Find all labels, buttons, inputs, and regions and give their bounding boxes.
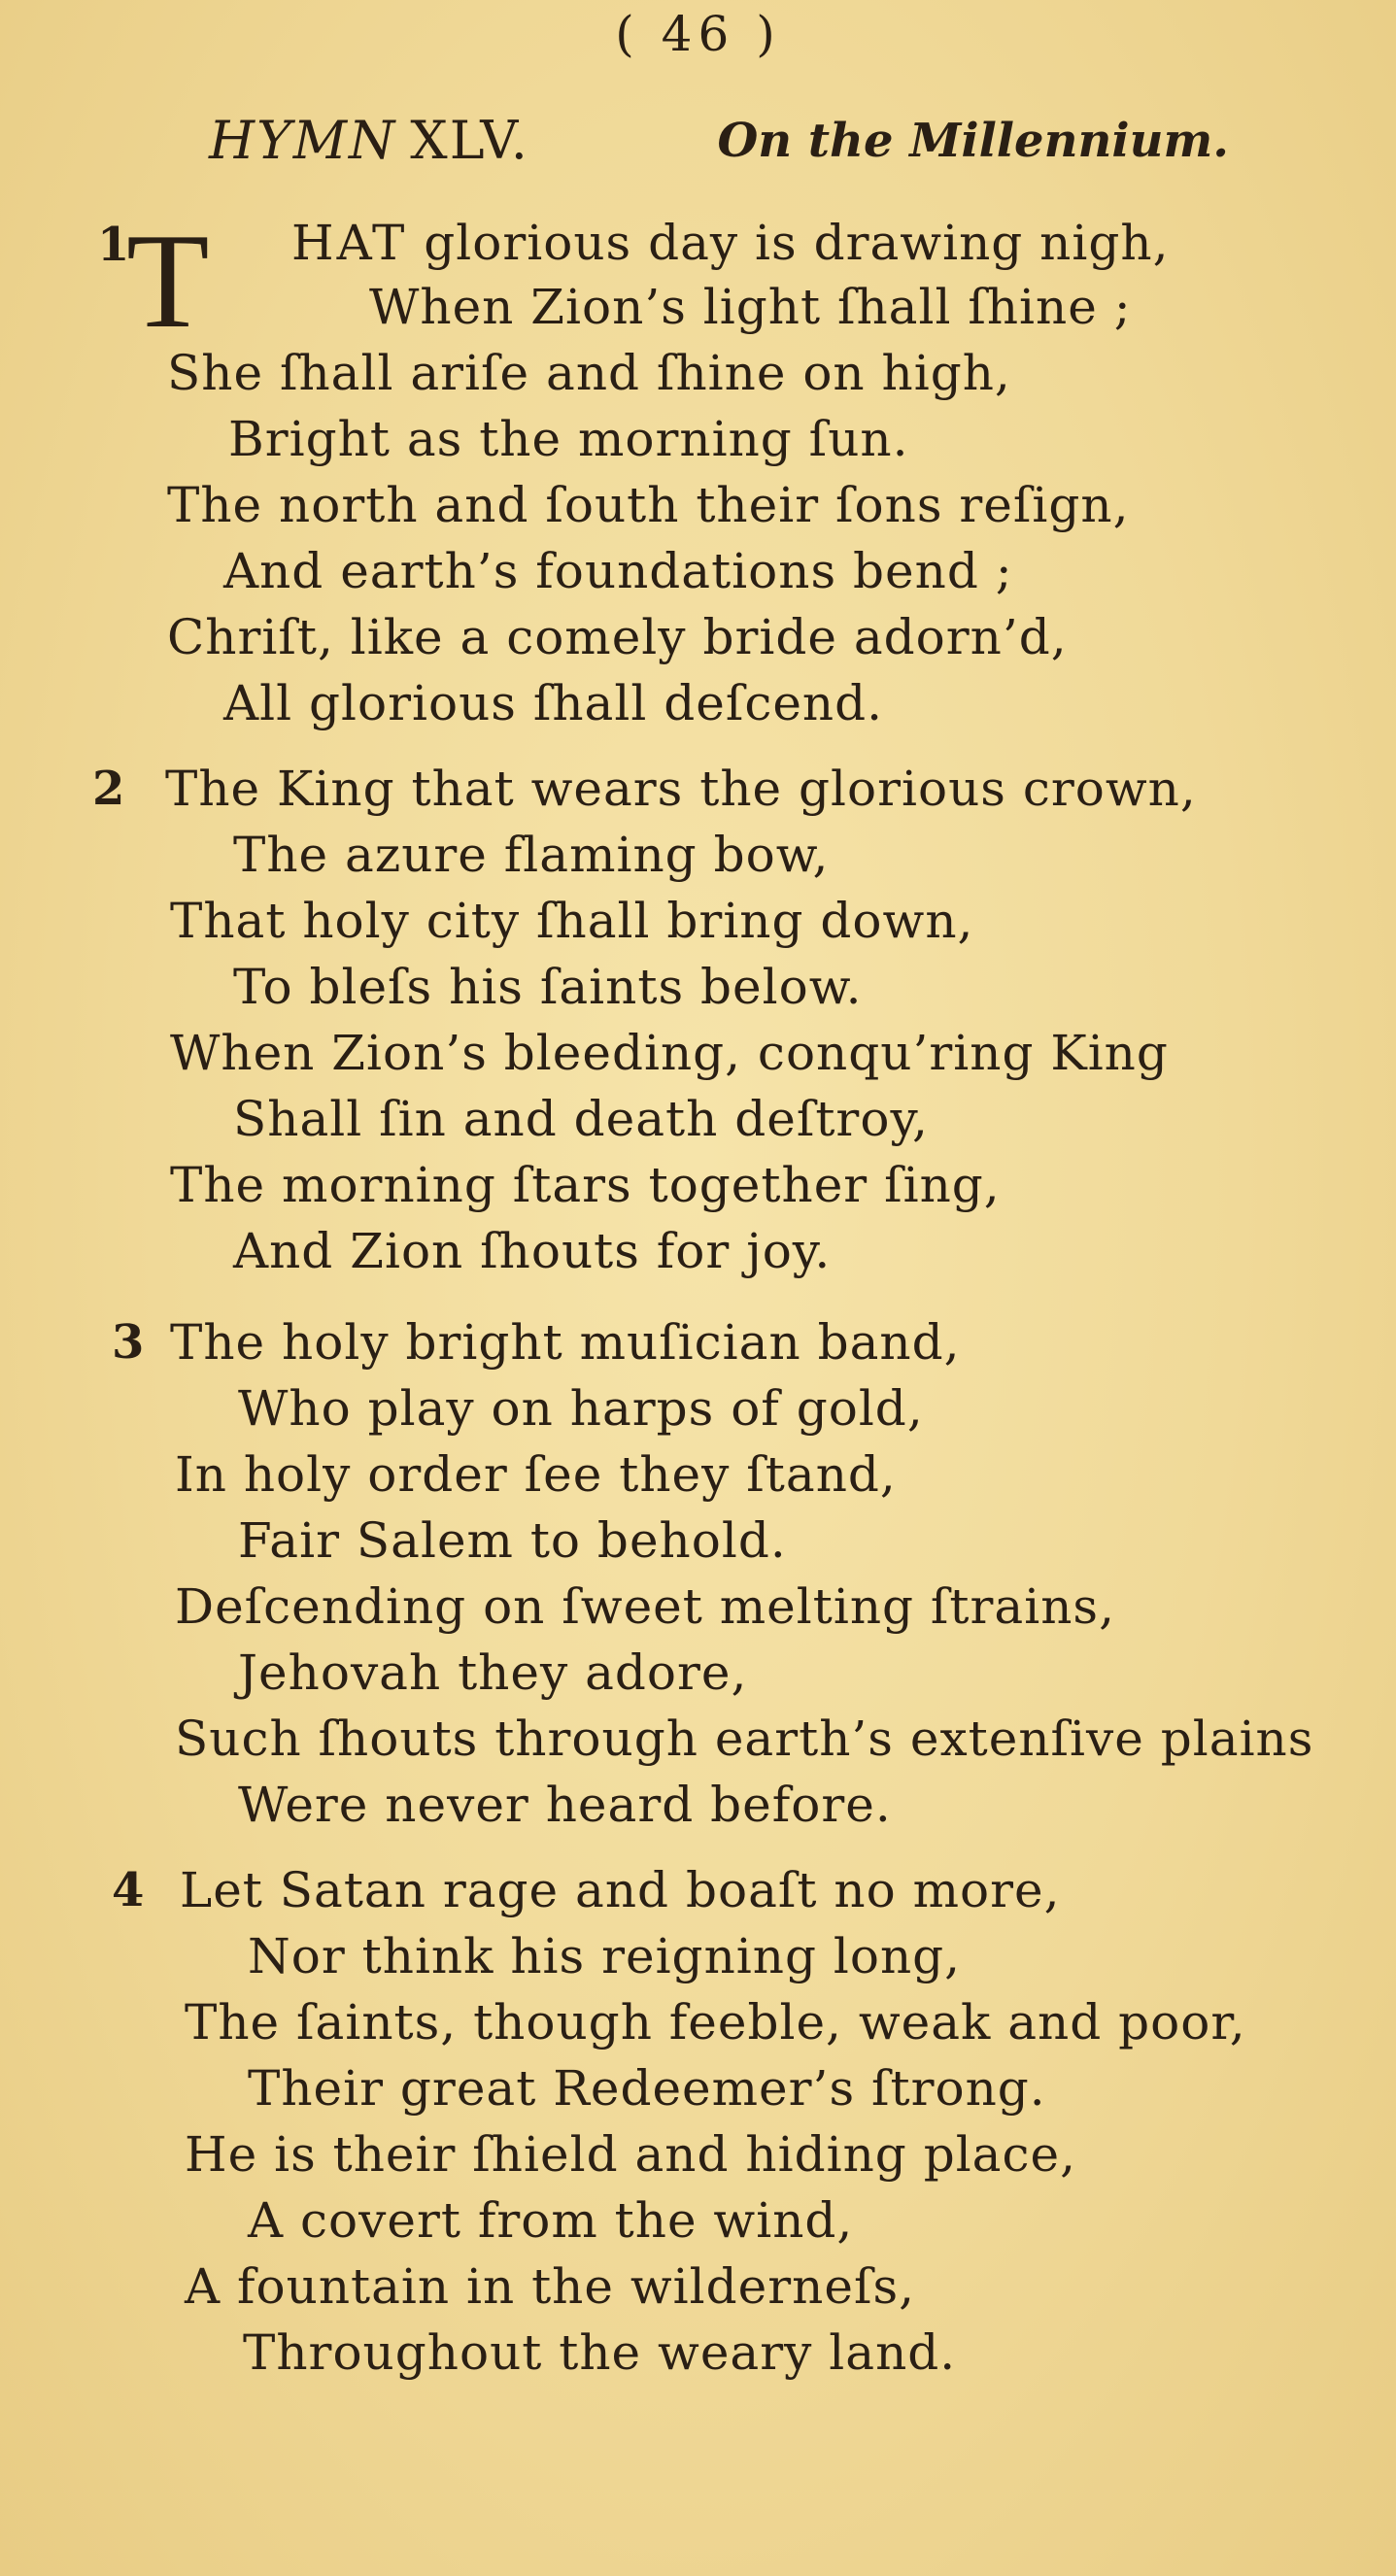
first-line-rest: glorious day is drawing nigh,	[407, 215, 1170, 271]
stanza-number: 1	[97, 218, 130, 272]
poem-line: To bleſs his ſaints below.	[233, 959, 863, 1015]
poem-line: Were never heard before.	[238, 1777, 892, 1833]
poem-line: When Zion’s light ſhall ſhine ;	[369, 279, 1132, 335]
poem-line: Chriſt, like a comely bride adorn’d,	[167, 609, 1068, 665]
poem-line: The north and ſouth their ſons reſign,	[167, 477, 1130, 533]
poem-line: In holy order ſee they ſtand,	[175, 1446, 897, 1503]
drop-cap: T	[126, 206, 210, 356]
poem-line: And Zion ſhouts for joy.	[233, 1223, 832, 1279]
poem-line: A fountain in the wilderneſs,	[185, 2258, 915, 2315]
poem-line: That holy city ſhall bring down,	[170, 893, 974, 949]
poem-line: Nor think his reigning long,	[248, 1928, 962, 1984]
poem-line: A covert from the wind,	[248, 2192, 854, 2249]
poem-line: The morning ſtars together ſing,	[170, 1157, 1001, 1213]
first-word-rest: HAT	[291, 215, 408, 271]
poem-line: Jehovah they adore,	[238, 1644, 748, 1701]
poem-line: And earth’s foundations bend ;	[223, 543, 1013, 599]
poem-line: The azure flaming bow,	[233, 827, 830, 883]
poem-line: All glorious ſhall deſcend.	[223, 675, 884, 731]
poem-line: The King that wears the glorious crown,	[165, 761, 1197, 817]
poem-line: Let Satan rage and boaſt no more,	[180, 1862, 1061, 1918]
poem-line: Bright as the morning ſun.	[228, 411, 909, 467]
stanza-number: 3	[112, 1315, 145, 1370]
poem-line: Deſcending on ſweet melting ſtrains,	[175, 1578, 1115, 1635]
poem-line: When Zion’s bleeding, conqu’ring King	[170, 1025, 1169, 1081]
poem-line: Fair Salem to behold.	[238, 1512, 787, 1569]
hymn-number: XLV.	[410, 110, 529, 171]
poem-line: The ſaints, though feeble, weak and poor,	[185, 1994, 1246, 2051]
poem-line: Their great Redeemer’s ſtrong.	[248, 2060, 1046, 2117]
hymn-heading	[209, 102, 1229, 180]
poem-line: He is their ſhield and hiding place,	[185, 2126, 1076, 2183]
poem-line: The holy bright muſician band,	[170, 1314, 961, 1371]
poem-line: She ſhall ariſe and ſhine on high,	[167, 345, 1011, 401]
stanza-number: 4	[112, 1863, 145, 1917]
hymn-label: HYMN	[209, 110, 397, 171]
stanza-number: 2	[92, 762, 125, 816]
hymn-subtitle: On the Millennium.	[717, 114, 1229, 168]
page-number: ( 46 )	[615, 6, 781, 62]
poem-line: Who play on harps of gold,	[238, 1380, 924, 1437]
poem-line: Throughout the weary land.	[243, 2324, 957, 2381]
poem-line: Shall ſin and death deſtroy,	[233, 1091, 929, 1147]
poem-line: Such ſhouts through earth’s extenſive plains	[175, 1711, 1314, 1767]
poem-line	[291, 210, 1169, 276]
